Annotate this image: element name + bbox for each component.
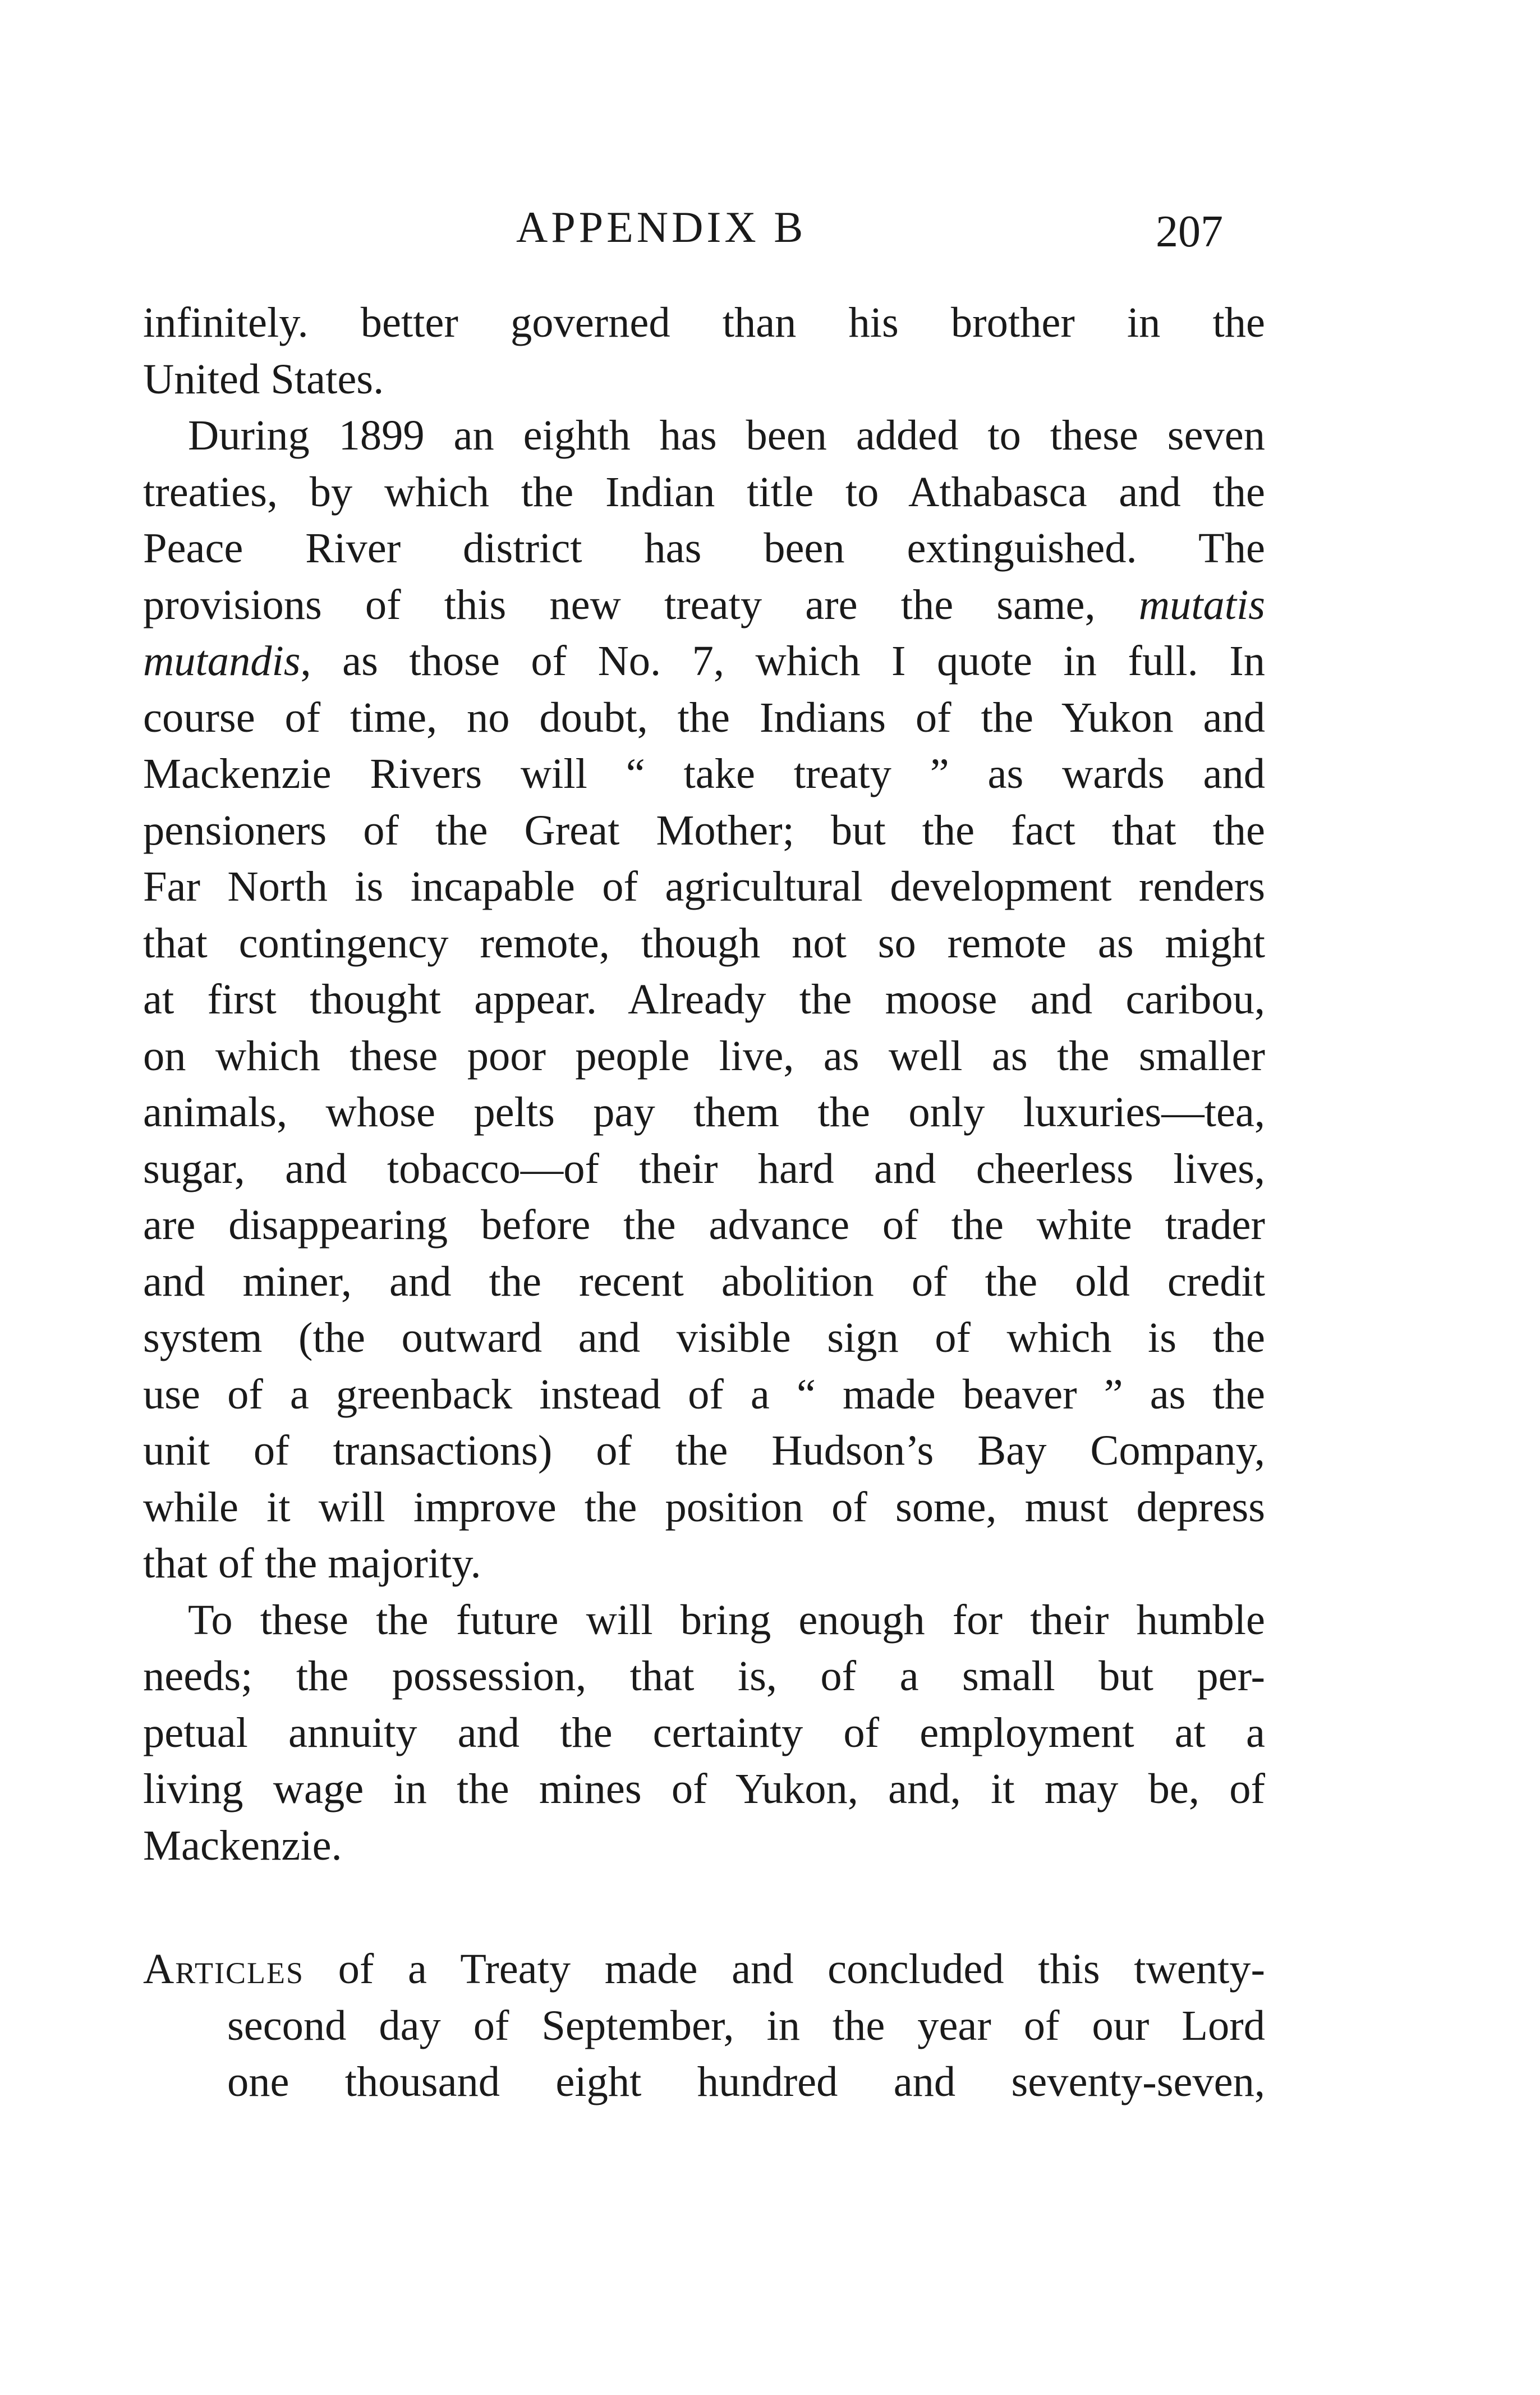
text-line: Mackenzie. bbox=[143, 1821, 342, 1869]
text-line: at first thought appear. Already the moose and caribou, bbox=[143, 975, 1265, 1023]
page-number: 207 bbox=[1156, 207, 1223, 256]
text-line: petual annuity and the certainty of employment at a bbox=[143, 1708, 1265, 1756]
text-line: on which these poor people live, as well as the smaller bbox=[143, 1031, 1265, 1080]
articles-heading bbox=[143, 1941, 1265, 2110]
paragraph-3 bbox=[143, 1592, 1265, 1874]
body-text bbox=[143, 295, 1265, 2110]
text-line: that contingency remote, though not so remote as might bbox=[143, 919, 1265, 967]
italic-term: mutatis bbox=[1138, 580, 1265, 628]
text-line: and miner, and the recent abolition of the old credit bbox=[143, 1257, 1265, 1305]
text-line bbox=[143, 1941, 1265, 1998]
text-line: mutandis, as those of No. 7, which I quote in full. In bbox=[143, 637, 1265, 685]
text-line: Mackenzie Rivers will “ take treaty ” as wards and bbox=[143, 750, 1265, 797]
text-line: living wage in the mines of Yukon, and, it may be, of bbox=[143, 1765, 1265, 1813]
text-line: one thousand eight hundred and seventy-seven, bbox=[227, 2058, 1265, 2105]
text-line: United States. bbox=[143, 355, 384, 403]
page-header bbox=[0, 196, 1540, 258]
paragraph-2 bbox=[143, 407, 1265, 1592]
section-spacer bbox=[143, 1874, 1265, 1941]
text-line: treaties, by which the Indian title to Athabasca and the bbox=[143, 467, 1265, 516]
text-line: while it will improve the position of some, must depress bbox=[143, 1483, 1265, 1531]
text-line: course of time, no doubt, the Indians of the Yukon and bbox=[143, 693, 1265, 741]
text-line: To these the future will bring enough for their humble bbox=[188, 1595, 1265, 1644]
text-line: During 1899 an eighth has been added to these seven bbox=[188, 411, 1265, 459]
text-line: provisions of this new treaty are the same, mutatis bbox=[143, 580, 1265, 628]
text-line: system (the outward and visible sign of which is the bbox=[143, 1314, 1265, 1361]
text-line: needs; the possession, that is, of a small but per- bbox=[143, 1652, 1265, 1700]
articles-line-rest: of a Treaty made and concluded this twenty- bbox=[338, 1945, 1265, 1993]
text-line: use of a greenback instead of a “ made beaver ” as the bbox=[143, 1370, 1265, 1418]
text-line: unit of transactions) of the Hudson’s Bay Company, bbox=[143, 1426, 1265, 1474]
text-line: second day of September, in the year of our Lord bbox=[227, 2001, 1265, 2049]
text-line: sugar, and tobacco—of their hard and cheerless lives, bbox=[143, 1144, 1265, 1192]
text-line: infinitely. better governed than his brother in the bbox=[143, 299, 1265, 346]
text-line: animals, whose pelts pay them the only luxuries—tea, bbox=[143, 1088, 1265, 1136]
text-line: Far North is incapable of agricultural development renders bbox=[143, 862, 1265, 910]
text-line: are disappearing before the advance of the white trader bbox=[143, 1201, 1265, 1249]
text-line: Peace River district has been extinguished. The bbox=[143, 524, 1265, 572]
running-head: APPENDIX B bbox=[516, 203, 807, 251]
paragraph-1 bbox=[143, 295, 1265, 407]
italic-term: mutandis bbox=[143, 637, 301, 685]
text-line: that of the majority. bbox=[143, 1539, 481, 1587]
text-line: pensioners of the Great Mother; but the fact that the bbox=[143, 806, 1265, 854]
articles-lead: Articles bbox=[143, 1945, 305, 1993]
